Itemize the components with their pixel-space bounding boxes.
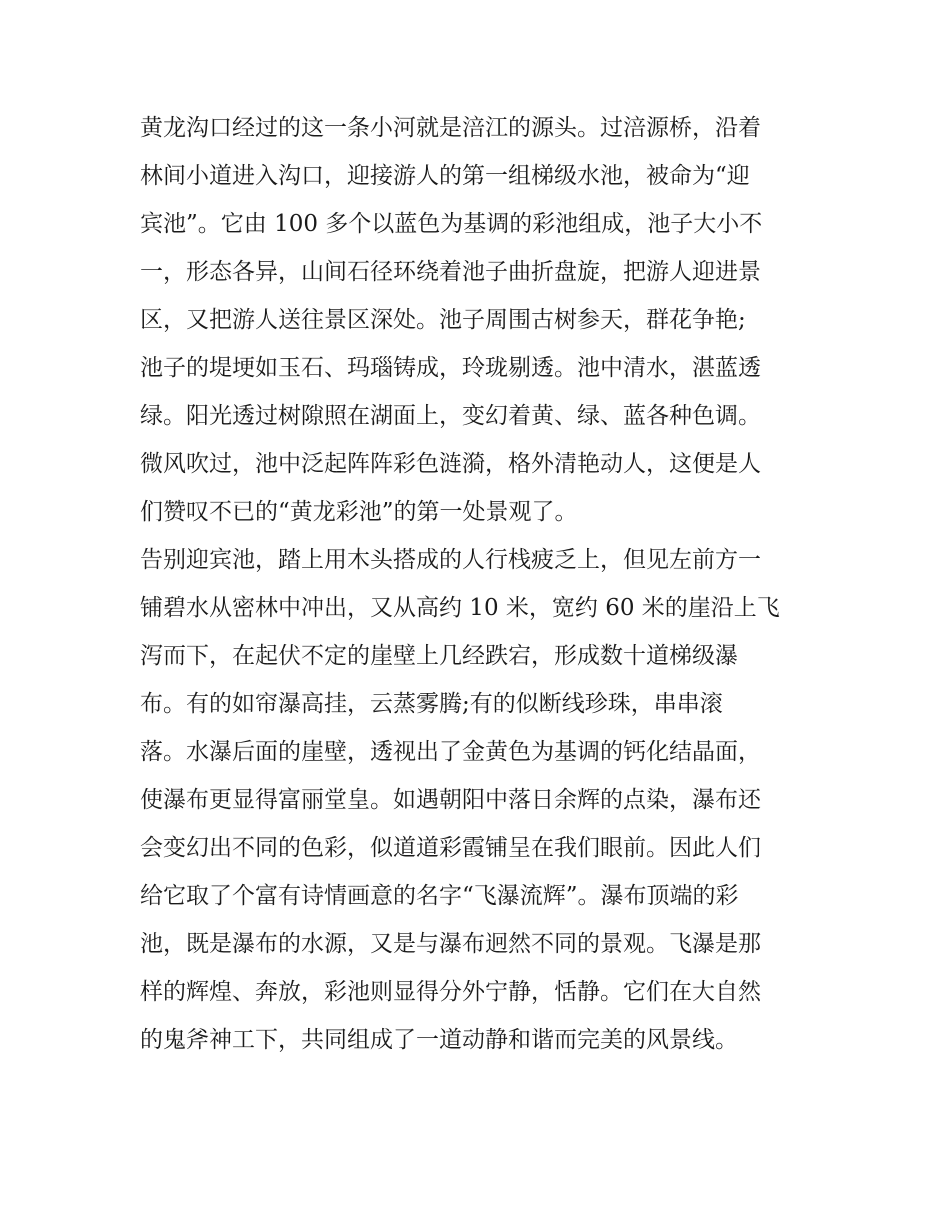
- text-line: 们赞叹不已的“黄龙彩池”的第一处景观了。: [140, 499, 578, 525]
- text-line: 告别迎宾池，踏上用木头搭成的人行栈疲乏上，但见左前方一: [140, 547, 761, 573]
- paragraph-waterfall: [140, 536, 840, 1064]
- text-line: 黄龙沟口经过的这一条小河就是涪江的源头。过涪源桥，沿着: [140, 115, 761, 141]
- text-line: 林间小道进入沟口，迎接游人的第一组梯级水池，被命为“迎: [140, 163, 750, 189]
- text-line: 样的辉煌、奔放，彩池则显得分外宁静，恬静。它们在大自然: [140, 979, 761, 1005]
- paragraph-huanglong-entrance: [140, 104, 840, 536]
- document-body: [140, 104, 840, 1064]
- text-line: 绿。阳光透过树隙照在湖面上，变幻着黄、绿、蓝各种色调。: [140, 403, 761, 429]
- text-line: 池子的堤埂如玉石、玛瑙铸成，玲珑剔透。池中清水，湛蓝透: [140, 355, 761, 381]
- text-line: 使瀑布更显得富丽堂皇。如遇朝阳中落日余辉的点染，瀑布还: [140, 787, 761, 813]
- text-line: 区，又把游人送往景区深处。池子周围古树参天，群花争艳;: [140, 307, 746, 333]
- text-line: 池，既是瀑布的水源，又是与瀑布迥然不同的景观。飞瀑是那: [140, 931, 761, 957]
- text-line: 一，形态各异，山间石径环绕着池子曲折盘旋，把游人迎进景: [140, 259, 761, 285]
- text-line: 的鬼斧神工下，共同组成了一道动静和谐而完美的风景线。: [140, 1027, 738, 1053]
- text-line: 落。水瀑后面的崖壁，透视出了金黄色为基调的钙化结晶面，: [140, 739, 761, 765]
- text-line: 泻而下，在起伏不定的崖壁上几经跌宕，形成数十道梯级瀑: [140, 643, 738, 669]
- text-line: 布。有的如帘瀑高挂，云蒸雾腾;有的似断线珍珠，串串滚: [140, 691, 723, 717]
- text-line: 微风吹过，池中泛起阵阵彩色涟漪，格外清艳动人，这便是人: [140, 451, 761, 477]
- text-line: 铺碧水从密林中冲出，又从高约 10 米，宽约 60 米的崖沿上飞: [140, 595, 780, 621]
- text-line: 会变幻出不同的色彩，似道道彩霞铺呈在我们眼前。因此人们: [140, 835, 761, 861]
- text-line: 宾池”。它由 100 多个以蓝色为基调的彩池组成，池子大小不: [140, 211, 763, 237]
- text-line: 给它取了个富有诗情画意的名字“飞瀑流辉”。瀑布顶端的彩: [140, 883, 739, 909]
